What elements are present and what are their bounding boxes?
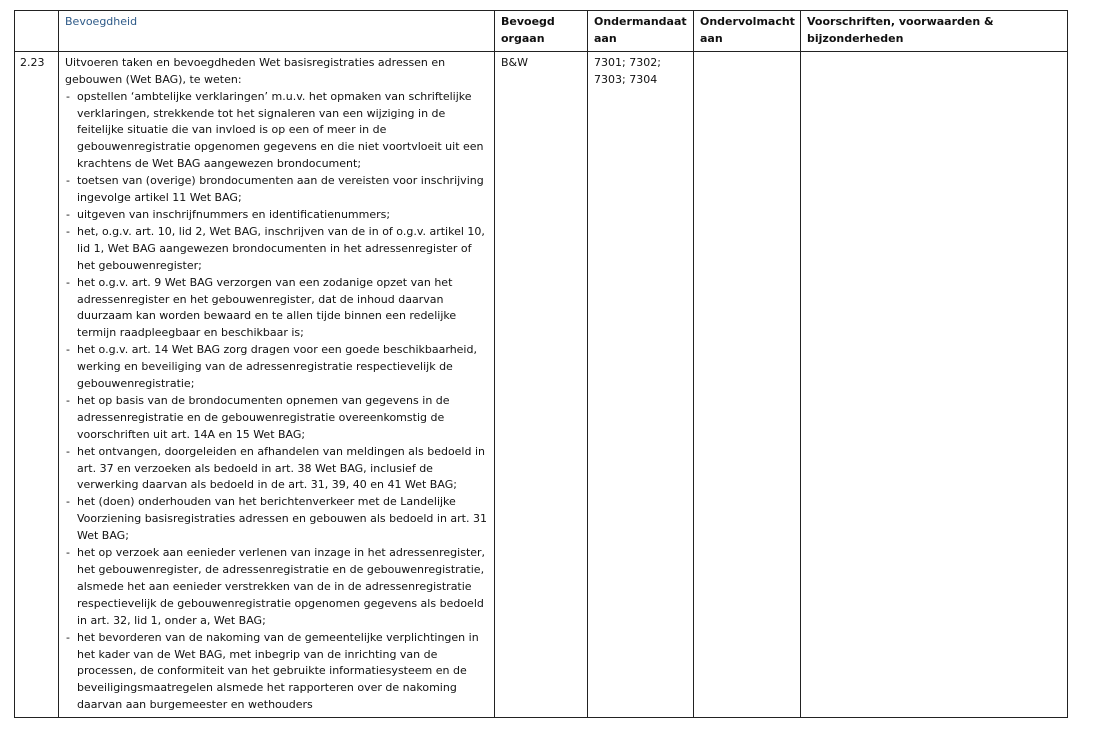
bevoegdheid-intro: Uitvoeren taken en bevoegdheden Wet basisregistraties adressen en gebouwen (Wet BAG), te weten: [65, 55, 446, 86]
bevoegdheid-cell [59, 51, 495, 717]
header-nr [15, 11, 59, 52]
list-item: - het bevorderen van de nakoming van de gemeentelijke verplichtingen in het kader van de Wet BAG, met inbegrip van de inrichting van de processen, de conformiteit van het gebruikte informatiesysteem en de beveiligingsmaatregelen alsmede het rapporteren over de nakoming daarvan aan burgemeester en wethouders [65, 630, 488, 715]
ondermandaat-cell: 7301; 7302; 7303; 7304 [588, 51, 694, 717]
list-item: - het op verzoek aan eenieder verlenen van inzage in het adressenregister, het gebouwenregister, de adressenregistratie en de gebouwenregistratie, alsmede het aan eenieder verstrekken van de in de adressenregistratie respectievelijk de gebouwenregistratie opgenomen gegevens als bedoeld in art. 32, lid 1, onder a, Wet BAG; [65, 545, 488, 630]
list-item: - het o.g.v. art. 9 Wet BAG verzorgen van een zodanige opzet van het adressenregister en het gebouwenregister, dat de inhoud daarvan duurzaam kan worden bewaard en te allen tijde binnen een redelijke termijn raadpleegbaar en beschikbaar is; [65, 275, 488, 343]
list-item: - uitgeven van inschrijfnummers en identificatienummers; [65, 207, 488, 224]
ondervolmacht-cell [694, 51, 801, 717]
header-row [15, 11, 1068, 52]
list-item: - het ontvangen, doorgeleiden en afhandelen van meldingen als bedoeld in art. 37 en verzoeken als bedoeld in art. 38 Wet BAG, inclusief de verwerking daarvan als bedoeld in de art. 31, 39, 40 en 41 Wet BAG; [65, 444, 488, 495]
header-bevoegdheid: Bevoegdheid [59, 11, 495, 52]
list-item: - het op basis van de brondocumenten opnemen van gegevens in de adressenregistratie en de gebouwenregistratie overeenkomstig de voorschriften uit art. 14A en 15 Wet BAG; [65, 393, 488, 444]
bevoegd-orgaan-cell: B&W [495, 51, 588, 717]
mandate-table [14, 10, 1068, 718]
header-ondervolmacht: Ondervolmacht aan [694, 11, 801, 52]
bevoegdheid-list [65, 89, 488, 715]
list-item: - het, o.g.v. art. 10, lid 2, Wet BAG, inschrijven van de in of o.g.v. artikel 10, lid 1, Wet BAG aangewezen brondocumenten in het adressenregister of het gebouwenregister; [65, 224, 488, 275]
row-number: 2.23 [15, 51, 59, 717]
list-item: - het (doen) onderhouden van het berichtenverkeer met de Landelijke Voorziening basisregistraties adressen en gebouwen als bedoeld in art. 31 Wet BAG; [65, 494, 488, 545]
voorschriften-cell [801, 51, 1068, 717]
table-row [15, 51, 1068, 717]
header-bevoegd-orgaan: Bevoegd orgaan [495, 11, 588, 52]
header-ondermandaat: Ondermandaat aan [588, 11, 694, 52]
header-voorschriften: Voorschriften, voorwaarden & bijzonderheden [801, 11, 1068, 52]
list-item: - het o.g.v. art. 14 Wet BAG zorg dragen voor een goede beschikbaarheid, werking en beveiliging van de adressenregistratie respectievelijk de gebouwenregistratie; [65, 342, 488, 393]
list-item: - toetsen van (overige) brondocumenten aan de vereisten voor inschrijving ingevolge artikel 11 Wet BAG; [65, 173, 488, 207]
list-item: - opstellen ‘ambtelijke verklaringen’ m.u.v. het opmaken van schriftelijke verklaringen, strekkende tot het signaleren van een wijziging in de feitelijke situatie die van invloed is op een of meer in de gebouwenregistratie opgenomen gegevens en die niet voortvloeit uit een krachtens de Wet BAG aangewezen brondocument; [65, 89, 488, 174]
